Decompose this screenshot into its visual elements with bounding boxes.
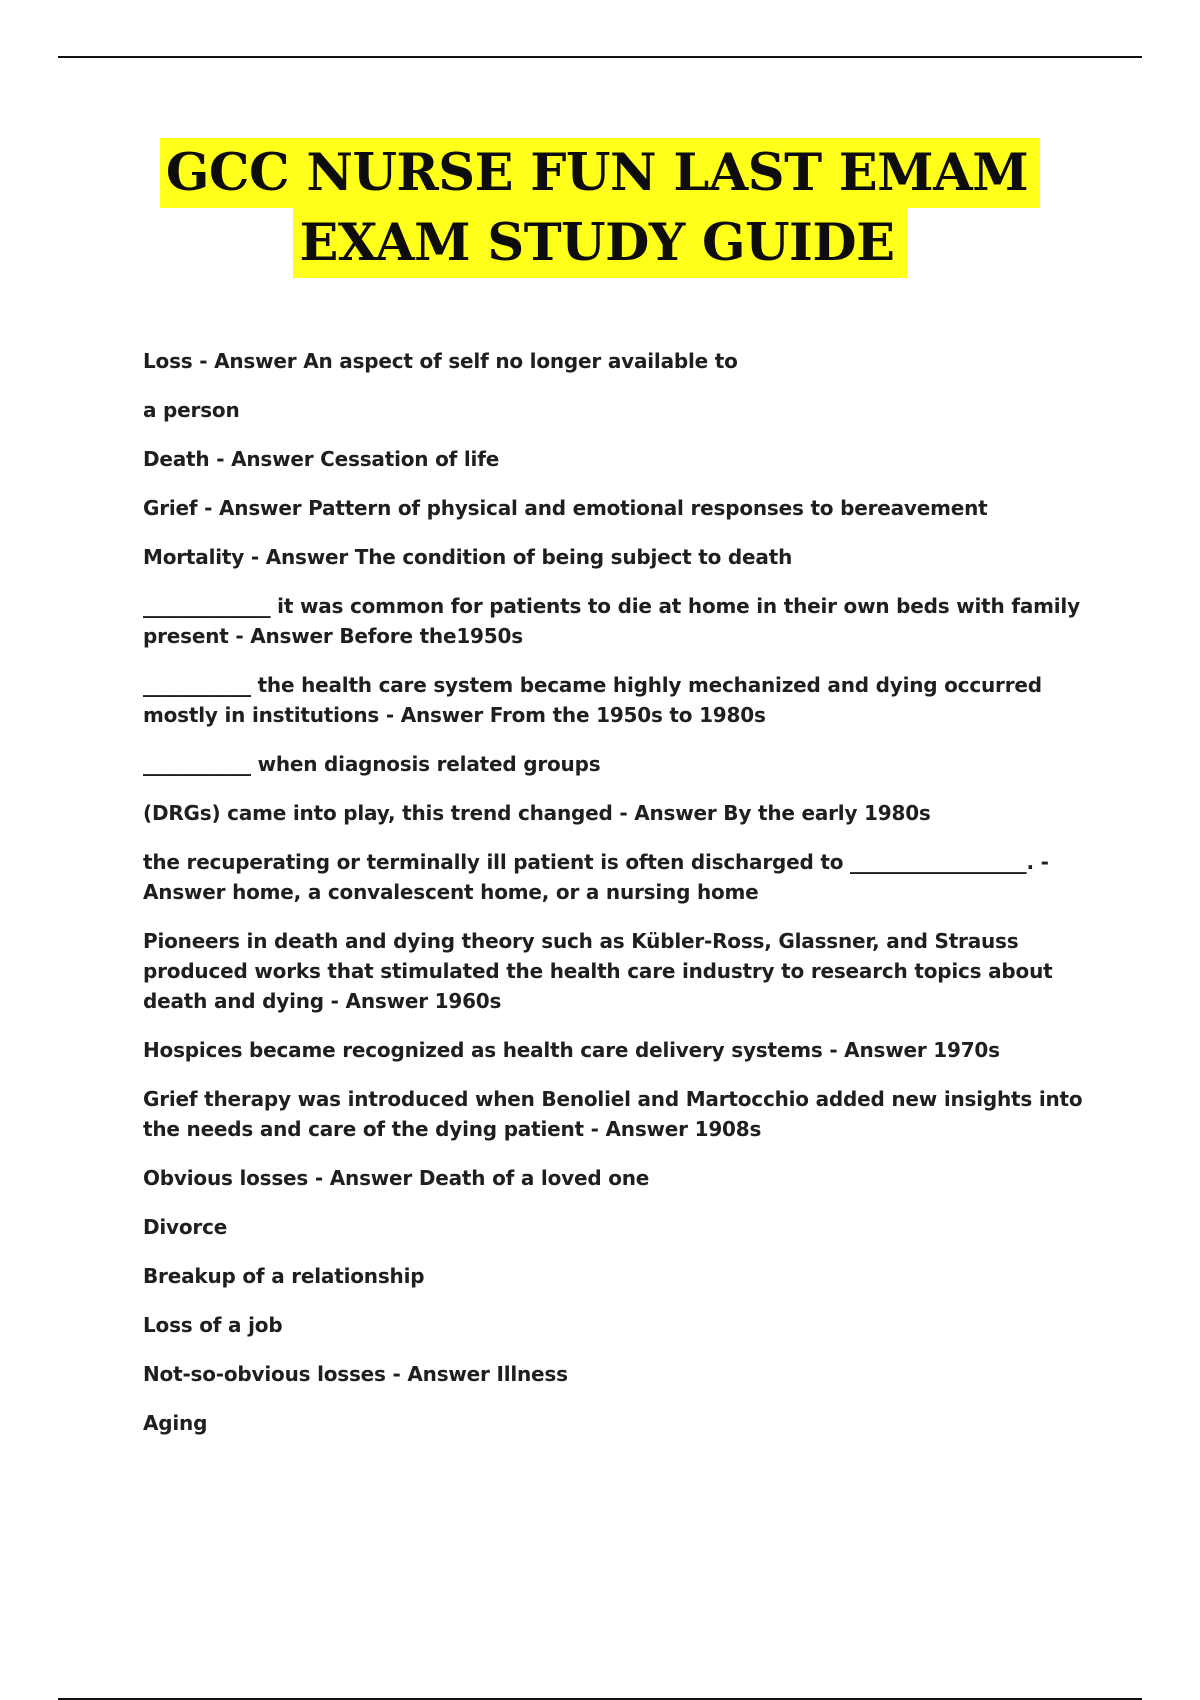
paragraph: a person (143, 398, 240, 422)
paragraph: Pioneers in death and dying theory such as Kübler-Ross, Glassner, and Strauss produced works that stimulated the health care industry to research topics about death and dying - Answer 1960s (143, 929, 1053, 1013)
title-line-1: GCC NURSE FUN LAST EMAM (160, 138, 1040, 208)
paragraph: Obvious losses - Answer Death of a loved one (143, 1166, 650, 1190)
paragraph: _____________ it was common for patients to die at home in their own beds with family present - Answer Before the1950s (143, 594, 1080, 648)
paragraph: (DRGs) came into play, this trend changed - Answer By the early 1980s (143, 801, 931, 825)
paragraph: the recuperating or terminally ill patient is often discharged to __________________. - Answer home, a convalescent home, or a nursing home (143, 850, 1049, 904)
paragraph: Not-so-obvious losses - Answer Illness (143, 1362, 568, 1386)
paragraph: Grief - Answer Pattern of physical and emotional responses to bereavement (143, 496, 988, 520)
paragraph: Aging (143, 1411, 208, 1435)
paragraph: Hospices became recognized as health care delivery systems - Answer 1970s (143, 1038, 1000, 1062)
paragraph: Loss of a job (143, 1313, 283, 1337)
title-line-2: EXAM STUDY GUIDE (293, 208, 906, 278)
paragraph: Breakup of a relationship (143, 1264, 425, 1288)
paragraph: Divorce (143, 1215, 228, 1239)
paragraph: Grief therapy was introduced when Benoliel and Martocchio added new insights into the needs and care of the dying patient - Answer 1908s (143, 1087, 1083, 1141)
paragraph: Loss - Answer An aspect of self no longer available to (143, 349, 738, 373)
document-title (0, 138, 1200, 278)
document-body (143, 346, 1093, 1457)
top-rule (58, 56, 1142, 58)
paragraph: Death - Answer Cessation of life (143, 447, 500, 471)
paragraph: ___________ when diagnosis related groups (143, 752, 601, 776)
paragraph: Mortality - Answer The condition of being subject to death (143, 545, 793, 569)
paragraph: ___________ the health care system became highly mechanized and dying occurred mostly in institutions - Answer From the 1950s to 1980s (143, 673, 1042, 727)
